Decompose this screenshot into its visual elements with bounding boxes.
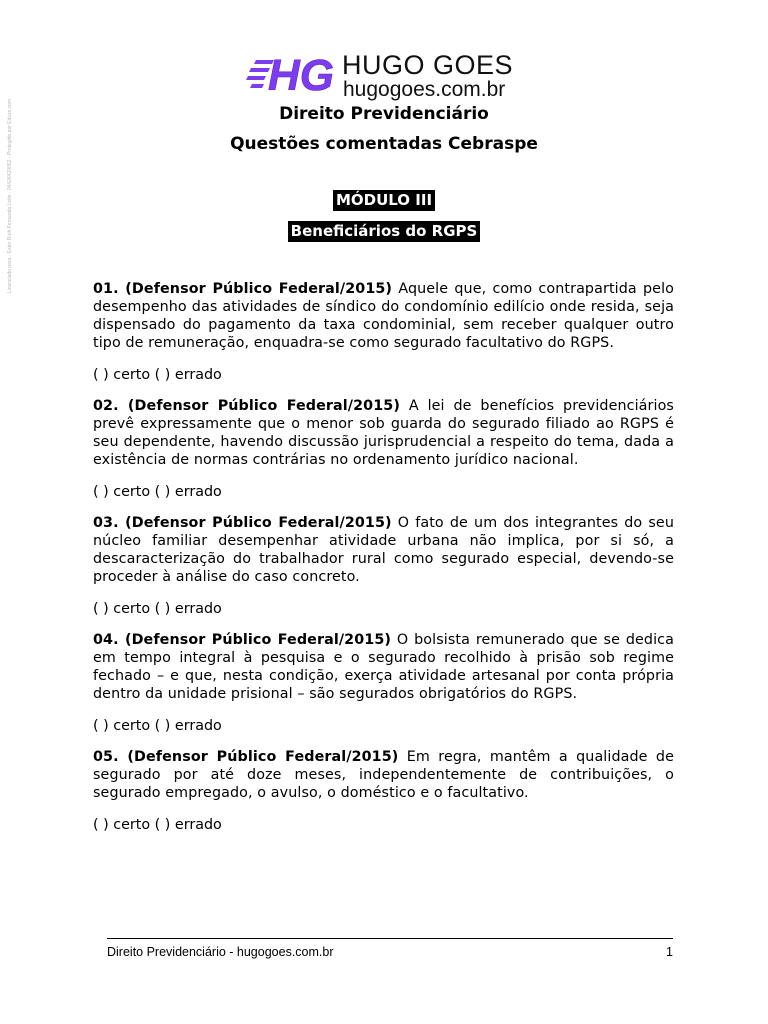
answer-options: ( ) certo ( ) errado <box>93 718 222 734</box>
question-text <box>93 514 674 586</box>
module-topic: Beneficiários do RGPS <box>288 221 481 242</box>
logo-monogram: HG <box>268 51 334 98</box>
question-source: 02. (Defensor Público Federal/2015) <box>93 398 400 414</box>
hg-logo-icon <box>246 48 342 98</box>
document-header <box>0 102 768 156</box>
answer-options: ( ) certo ( ) errado <box>93 601 222 617</box>
question-item <box>93 514 674 618</box>
question-text <box>93 748 674 802</box>
question-text <box>93 631 674 703</box>
document-subtitle: Questões comentadas Cebraspe <box>230 134 538 154</box>
module-label: MÓDULO III <box>333 190 435 211</box>
page-footer <box>107 938 673 959</box>
footer-divider <box>107 938 673 939</box>
question-item <box>93 748 674 834</box>
question-body: O fato de um dos integrantes do seu núcleo familiar desempenhar atividade urbana não implica, por si só, a descaracterização do trabalhador rural como segurado especial, devendo-se proceder à análise do caso concreto. <box>93 515 674 585</box>
questions-list <box>93 280 674 847</box>
question-body: Aquele que, como contrapartida pelo desempenho das atividades de síndico do condomínio edilício onde resida, seja dispensado do pagamento da taxa condominial, sem receber qualquer outro tipo de remuneração, enquadra-se como segurado facultativo do RGPS. <box>93 281 674 351</box>
question-body: O bolsista remunerado que se dedica em tempo integral à pesquisa e o segurado recolhido à prisão sob regime fechado – e que, nesta condição, exerça atividade artesanal por conta própria dentro da unidade prisional – são segurados obrigatórios do RGPS. <box>93 632 674 702</box>
question-text <box>93 397 674 469</box>
brand-url: hugogoes.com.br <box>343 78 506 101</box>
question-item <box>93 397 674 501</box>
question-source: 04. (Defensor Público Federal/2015) <box>93 632 392 648</box>
question-item <box>93 280 674 384</box>
answer-options: ( ) certo ( ) errado <box>93 817 222 833</box>
answer-options: ( ) certo ( ) errado <box>93 367 222 383</box>
question-body: A lei de benefícios previdenciários prevê expressamente que o menor sob guarda do segurado filiado ao RGPS é seu dependente, havendo discussão jurisprudencial a respeito do tema, dada a existência de normas contrárias no ordenamento jurídico nacional. <box>93 398 674 468</box>
brand-name: HUGO GOES <box>342 50 514 80</box>
document-title: Direito Previdenciário <box>279 104 489 124</box>
question-source: 01. (Defensor Público Federal/2015) <box>93 281 393 297</box>
answer-options: ( ) certo ( ) errado <box>93 484 222 500</box>
page-number: 1 <box>666 945 673 959</box>
question-body: Em regra, mantêm a qualidade de segurado por até doze meses, independentemente de contribuições, o segurado empregado, o avulso, o doméstico e o facultativo. <box>93 749 674 801</box>
question-text <box>93 280 674 352</box>
question-source: 05. (Defensor Público Federal/2015) <box>93 749 399 765</box>
watermark-text: Licenciado para - Ester Ruth Fernanda Leite - 04426429052 - Protegido por Eduzz.com <box>7 98 13 293</box>
module-heading <box>0 190 768 242</box>
brand-logo <box>246 48 526 104</box>
question-source: 03. (Defensor Público Federal/2015) <box>93 515 392 531</box>
question-item <box>93 631 674 735</box>
footer-text: Direito Previdenciário - hugogoes.com.br <box>107 945 334 959</box>
